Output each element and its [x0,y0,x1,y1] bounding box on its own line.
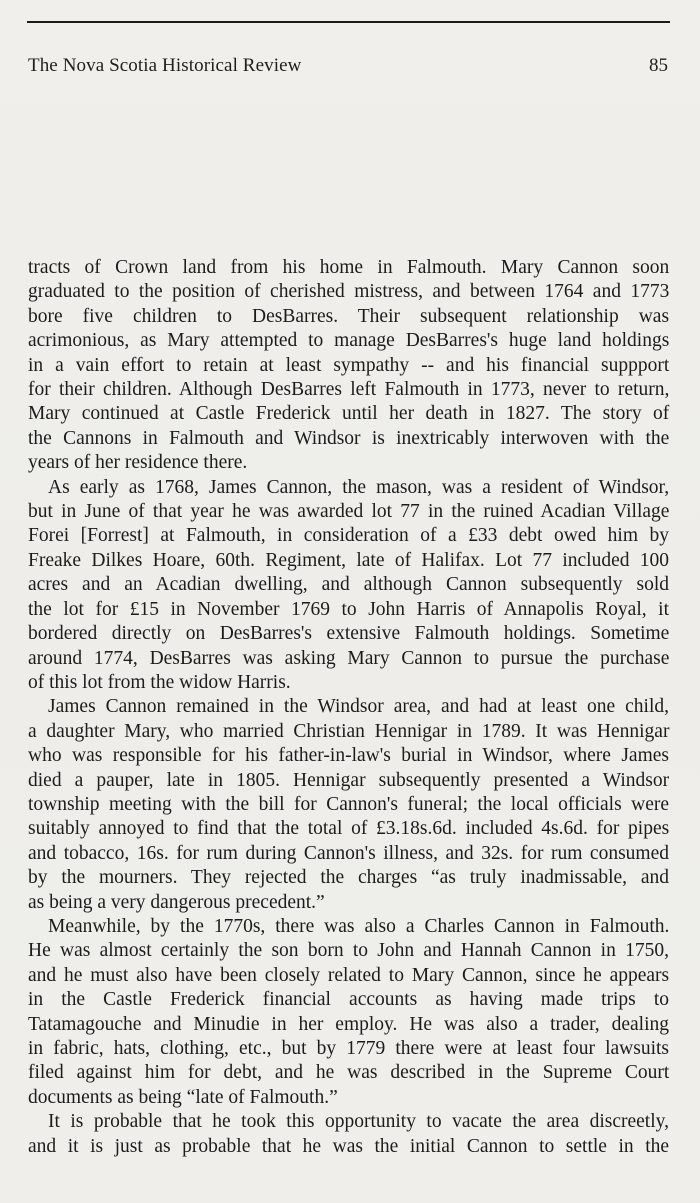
text-line: bordered directly on DesBarres's extensive Falmouth holdings. Sometime [28,623,670,645]
text-line: but in June of that year he was awarded lot 77 in the ruined Acadian Village [28,501,670,523]
text-line: As early as 1768, James Cannon, the mason, was a resident of Windsor, [48,476,670,498]
text-line: documents as being “late of Falmouth.” [28,1086,338,1108]
text-line: Mary continued at Castle Frederick until her death in 1827. The story of [28,403,670,425]
text-line: as being a very dangerous precedent.” [28,891,325,913]
text-line: Tatamagouche and Minudie in her employ. He was also a trader, dealing [28,1013,669,1035]
text-line: died a pauper, late in 1805. Hennigar subsequently presented a Windsor [28,769,670,791]
text-line: in fabric, hats, clothing, etc., but by 1779 there were at least four lawsuits [28,1038,669,1059]
text-line: It is probable that he took this opportunity to vacate the area discreetly, [48,1111,669,1133]
text-line: for their children. Although DesBarres left Falmouth in 1773, never to return, [28,379,670,401]
text-line: around 1774, DesBarres was asking Mary Cannon to pursue the purchase [28,647,670,669]
text-line: Freake Dilkes Hoare, 60th. Regiment, late of Halifax. Lot 77 included 100 [28,549,670,571]
paragraph [28,256,669,476]
text-line: in the Castle Frederick financial accounts as having made trips to [28,989,670,1011]
text-line: years of her residence there. [28,452,248,474]
text-line: the lot for £15 in November 1769 to John Harris of Annapolis Royal, it [28,598,669,620]
text-line: a daughter Mary, who married Christian Hennigar in 1789. It was Hennigar [28,720,670,742]
text-line: James Cannon remained in the Windsor area, and had at least one child, [48,696,669,718]
paragraph [28,915,669,1110]
paragraph [28,1110,669,1159]
text-line: Forei [Forrest] at Falmouth, in consideration of a £33 debt owed him by [28,525,669,547]
text-line: acres and an Acadian dwelling, and although Cannon subsequently sold [28,574,669,596]
text-line: who was responsible for his father-in-law's burial in Windsor, where James [28,745,669,767]
text-line: bore five children to DesBarres. Their subsequent relationship was [28,305,670,327]
text-line: by the mourners. They rejected the charges “as truly inadmissable, and [28,867,669,889]
text-line: the Cannons in Falmouth and Windsor is inextricably interwoven with the [28,427,670,449]
text-line: in a vain effort to retain at least sympathy -- and his financial suppport [28,354,670,376]
text-line: acrimonious, as Mary attempted to manage DesBarres's huge land holdings [28,330,670,352]
text-line: suitably annoyed to find that the total of £3.18s.6d. included 4s.6d. for pipes [28,818,670,840]
text-line: filed against him for debt, and he was described in the Supreme Court [28,1062,670,1084]
text-line: township meeting with the bill for Cannon's funeral; the local officials were [28,793,669,815]
page-number: 85 [649,55,668,76]
top-rule-divider [27,21,670,23]
text-line: of this lot from the widow Harris. [28,671,291,693]
paragraph [28,695,669,915]
text-line: graduated to the position of cherished mistress, and between 1764 and 1773 [28,281,670,303]
text-line: and tobacco, 16s. for rum during Cannon's illness, and 32s. for rum consumed [28,842,669,864]
text-line: and he must also have been closely related to Mary Cannon, since he appears [28,964,670,986]
text-line: He was almost certainly the son born to John and Hannah Cannon in 1750, [28,940,669,962]
running-head-journal-title: The Nova Scotia Historical Review [28,55,302,76]
text-line: and it is just as probable that he was the initial Cannon to settle in the [28,1135,670,1157]
text-line: tracts of Crown land from his home in Falmouth. Mary Cannon soon [28,257,670,278]
text-line: Meanwhile, by the 1770s, there was also a Charles Cannon in Falmouth. [48,915,670,937]
body-text [28,256,669,1159]
paragraph [28,476,669,696]
